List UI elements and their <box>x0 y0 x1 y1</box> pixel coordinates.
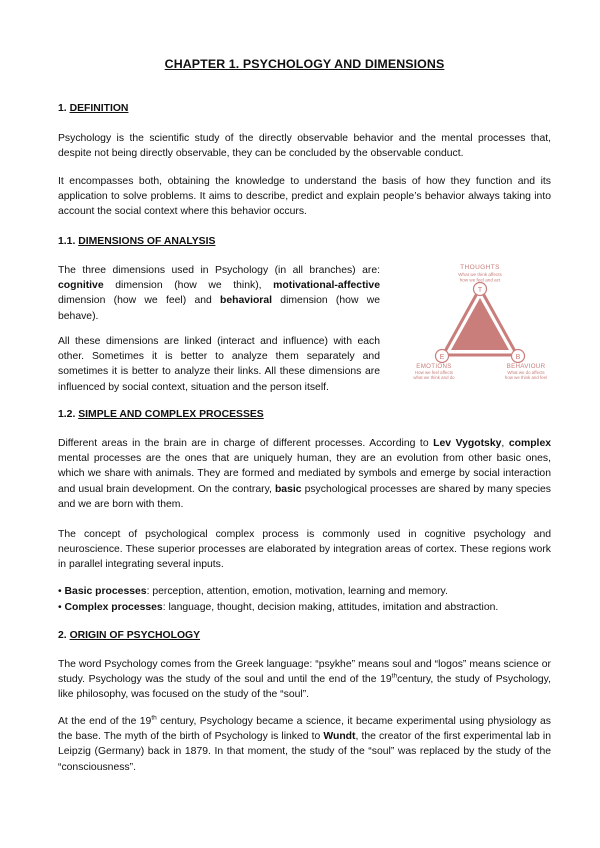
superscript-th: th <box>391 672 398 680</box>
heading-number: 1.2. <box>58 409 79 420</box>
heading-label: DIMENSIONS OF ANALYSIS <box>78 236 216 247</box>
text-run: dimension (how we feel) and <box>58 295 221 307</box>
heading-number: 2. <box>58 630 70 641</box>
section-heading-origin <box>58 630 200 641</box>
superscript-th: th <box>151 714 157 722</box>
behaviour-subtitle-1: What we do affects <box>507 370 545 375</box>
bullet-icon: • <box>58 586 65 597</box>
text-run: , the creator of the first experimental lab in Leipzig (Germany) back in 1879. In that moment, the study of the “soul” was replaced by the study of the “consciousness”. <box>58 731 551 773</box>
text-run: dimension (how we behave). <box>58 295 380 322</box>
node-emotions-label: E <box>439 354 445 361</box>
term-cognitive: cognitive <box>58 280 104 292</box>
term-motivational-affective: motivational-affective <box>273 280 380 292</box>
heading-label: ORIGIN OF PSYCHOLOGY <box>69 630 201 641</box>
definition-paragraph-1: Psychology is the scientific study of the directly observable behavior and the mental processes that, despite not being directly observable, they can be concluded by the observable conduct. <box>58 133 551 160</box>
heading-label: SIMPLE AND COMPLEX PROCESSES <box>78 409 264 420</box>
origin-paragraph-1 <box>58 657 551 703</box>
bullet-complex-processes <box>58 600 551 615</box>
thoughts-subtitle-1: What we think affects <box>458 272 502 277</box>
thoughts-title: THOUGHTS <box>460 264 500 271</box>
text-run: The three dimensions used in Psychology (in all branches) are: <box>58 265 380 276</box>
definition-paragraph-2: It encompasses both, obtaining the knowledge to understand the basis of how they function and its application to solve problems. It aims to describe, predict and explain people’s behavior always taking into account the social context where this behavior occurs. <box>58 176 551 218</box>
heading-label: DEFINITION <box>69 103 129 114</box>
text-run: mental processes are the ones that are uniquely human, they are an evolution from other basic ones, which we share with animals. They are formed and mediated by symbols and emerge by social interaction and usual brain development. On the contrary, <box>58 453 551 495</box>
origin-paragraph-2 <box>58 714 551 775</box>
behaviour-title: BEHAVIOUR <box>506 363 546 370</box>
processes-paragraph-2: The concept of psychological complex process is commonly used in cognitive psychology and neuroscience. These superior processes are elaborated by integration areas of cortex. These regions work in parallel integrating several inputs. <box>58 529 551 571</box>
node-thoughts-label: T <box>477 287 483 294</box>
term-complex: complex <box>508 438 551 449</box>
bullet-text: : language, thought, decision making, attitudes, imitation and abstraction. <box>162 602 499 613</box>
text-run: psychological processes are shared by many species and we are born with them. <box>58 483 551 510</box>
text-run: The word Psychology comes from the Greek language: “psykhe” means soul and “logos” means science or study. Psychology was the study of the soul and until the end of the 19 <box>58 659 551 686</box>
dimensions-paragraph-2: All these dimensions are linked (interact and influence) with each other. Sometimes it is better to analyze them separately and sometimes it is better to analyze their links. All these dimensions are influenced by social context, situation and the person itself. <box>58 336 380 393</box>
emotions-subtitle-1: How we feel affects <box>415 370 453 375</box>
text-run: , <box>501 438 509 449</box>
section-heading-definition <box>58 103 128 114</box>
bullet-basic-processes <box>58 584 551 599</box>
dimensions-triangle-diagram <box>408 260 553 385</box>
term-lev-vygotsky: Lev Vygotsky <box>433 438 502 449</box>
heading-number: 1.1. <box>58 236 79 247</box>
term-behavioral: behavioral <box>220 295 273 307</box>
emotions-subtitle-2: what we think and do <box>413 375 455 380</box>
term-wundt: Wundt <box>323 731 356 743</box>
behaviour-subtitle-2: how we think and feel <box>504 375 548 380</box>
dimensions-paragraph-1 <box>58 263 380 324</box>
text-run: dimension (how we think), <box>103 280 274 292</box>
thoughts-subtitle-2: how we feel and act <box>459 277 501 283</box>
chapter-title: CHAPTER 1. PSYCHOLOGY AND DIMENSIONS <box>164 57 445 71</box>
bullet-text: : perception, attention, emotion, motivation, learning and memory. <box>146 586 448 597</box>
emotions-title: EMOTIONS <box>416 363 452 370</box>
section-heading-dimensions <box>58 236 215 247</box>
node-behaviour-label: B <box>515 354 521 361</box>
text-run: Different areas in the brain are in charge of different processes. According to <box>58 438 434 449</box>
processes-paragraph-1 <box>58 436 551 512</box>
text-run: century, Psychology became a science, it became experimental using physiology as the base. The myth of the birth of Psychology is linked to <box>58 716 551 743</box>
bullet-label: Complex processes <box>64 602 163 613</box>
text-run: century, the study of Psychology, like philosophy, was focused on the study of the “soul”. <box>58 674 551 701</box>
text-run: At the end of the 19 <box>58 716 152 727</box>
term-basic: basic <box>274 483 302 495</box>
bullet-icon: • <box>58 602 65 613</box>
bullet-label: Basic processes <box>64 586 147 597</box>
heading-number: 1. <box>58 103 70 114</box>
section-heading-processes <box>58 409 264 420</box>
